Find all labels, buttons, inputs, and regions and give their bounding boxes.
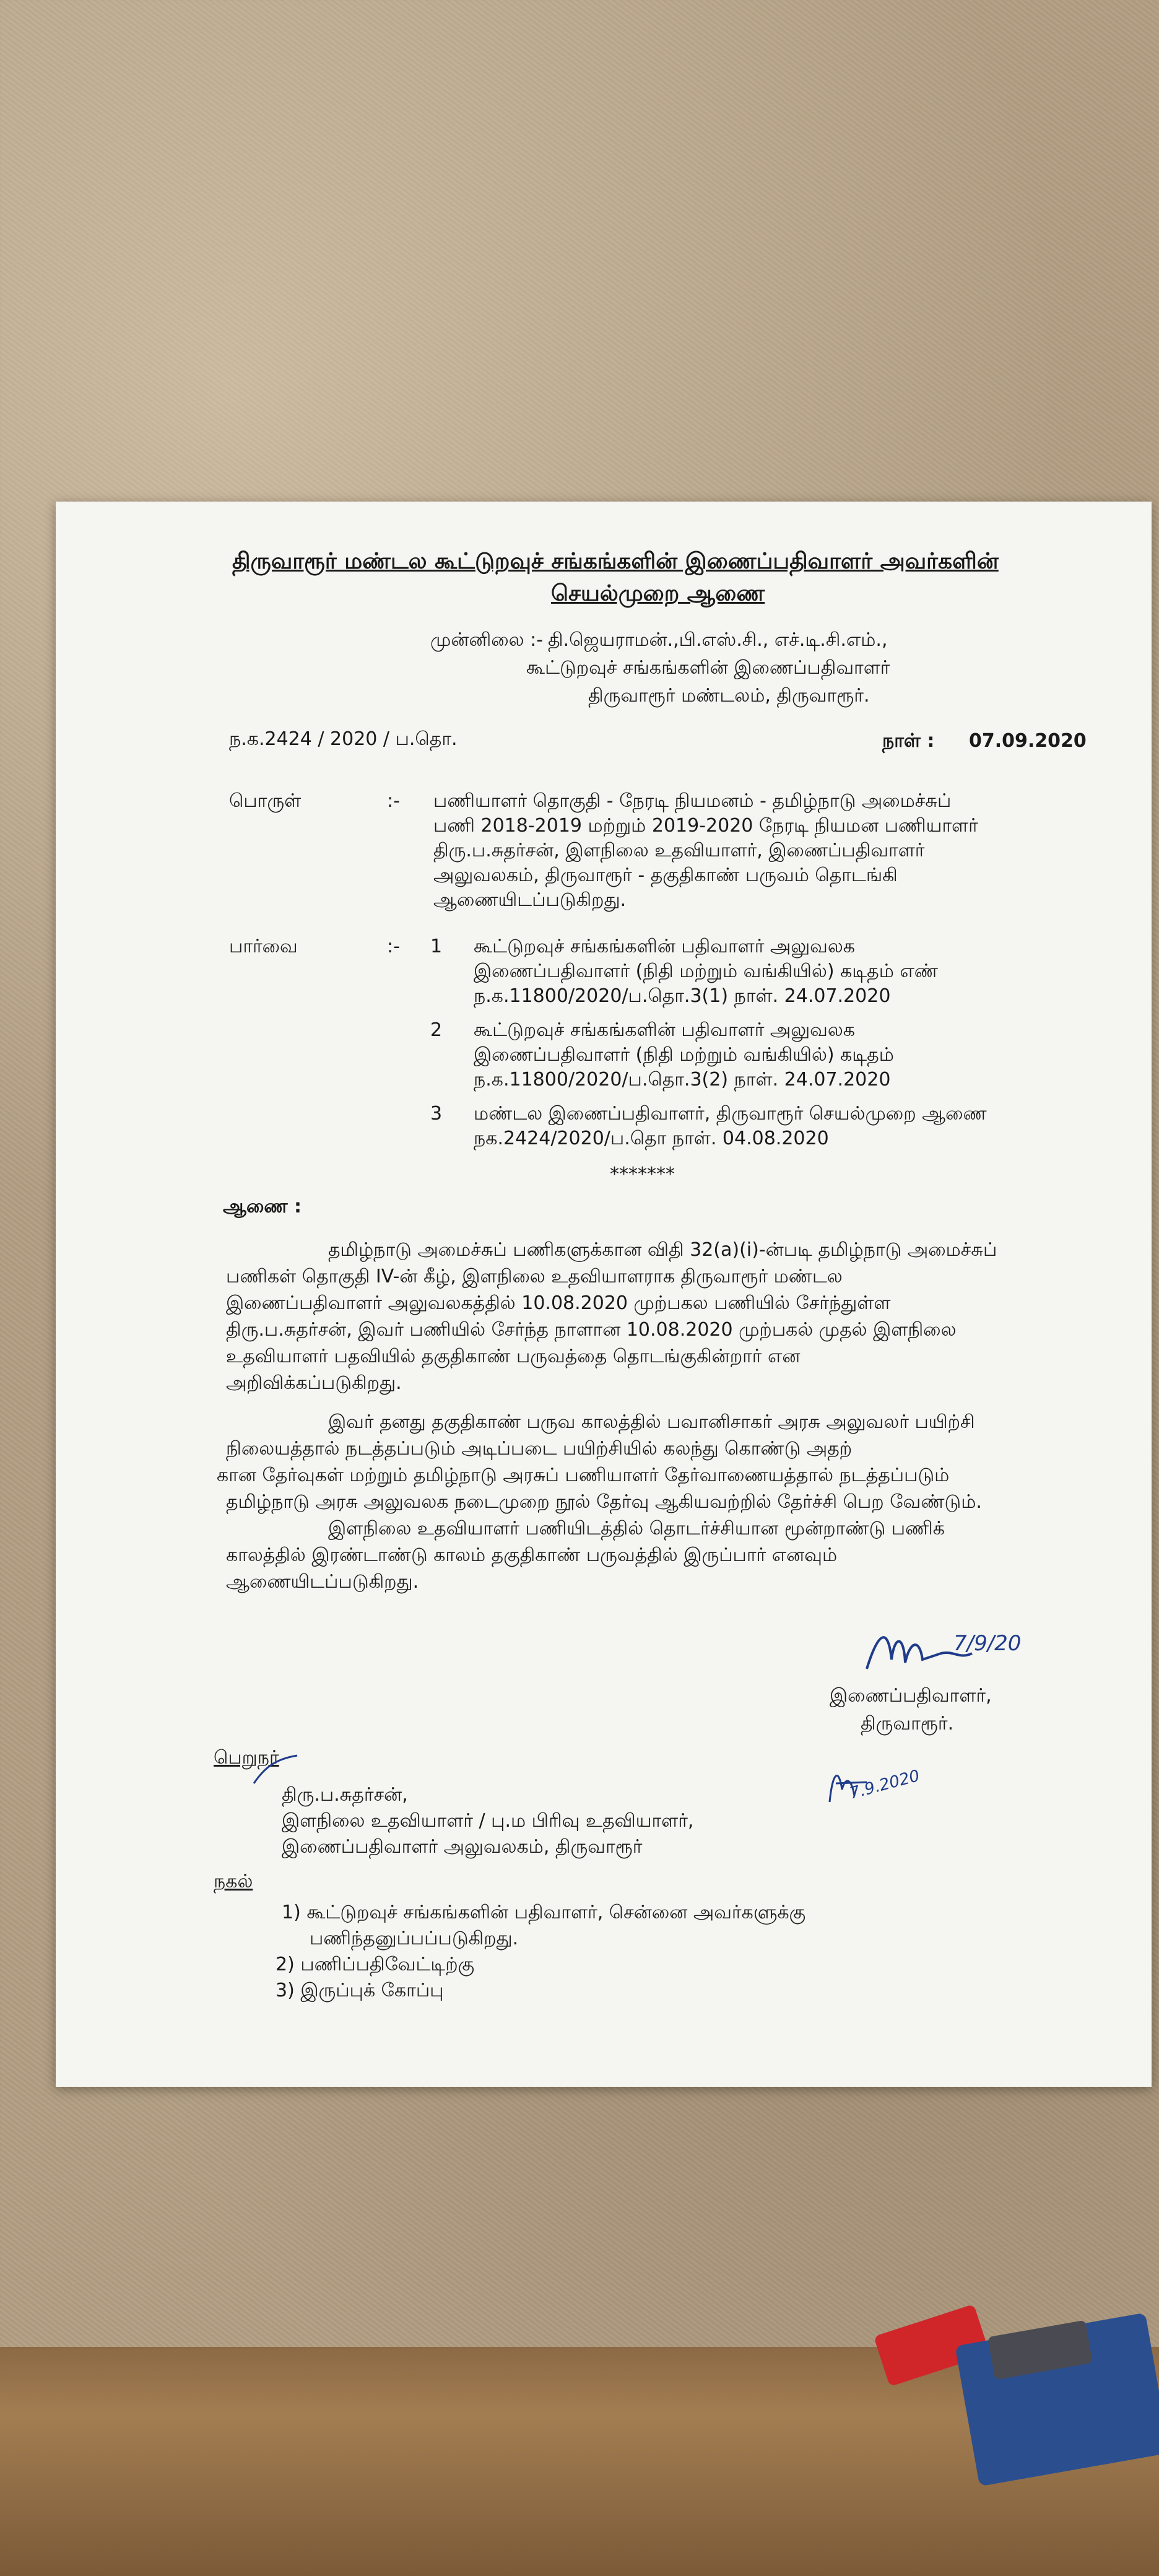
date-value: 07.09.2020 [969, 730, 1087, 752]
presence-name: தி.ஜெயராமன்.,பி.எஸ்.சி., எச்.டி.சி.எம்., [548, 629, 888, 651]
subject-line: அலுவலகம், திருவாரூர் - தகுதிகாண் பருவம் தொடங்கி [433, 864, 898, 886]
recipient-line: திரு.ப.சுதர்சன், [282, 1784, 408, 1806]
copy-item: 2) பணிப்பதிவேட்டிற்கு [276, 1954, 475, 1975]
subject-line: திரு.ப.சுதர்சன், இளநிலை உதவியாளர், இணைப்பதிவாளர் [433, 840, 925, 861]
reference-line: மண்டல இணைப்பதிவாளர், திருவாரூர் செயல்முறை ஆணை [474, 1103, 987, 1125]
copy-item: 1) கூட்டுறவுச் சங்கங்களின் பதிவாளர், சென்னை அவர்களுக்கு [282, 1902, 806, 1923]
reference-number-3: 3 [430, 1103, 443, 1125]
copy-item: 3) இருப்புக் கோப்பு [276, 1980, 444, 2001]
subject-colon: :- [387, 790, 400, 812]
reference-line: கூட்டுறவுச் சங்கங்களின் பதிவாளர் அலுவலக [474, 1019, 855, 1041]
order-line: பணிகள் தொகுதி IV-ன் கீழ், இளநிலை உதவியாளராக திருவாரூர் மண்டல [226, 1266, 843, 1287]
presence-designation: கூட்டுறவுச் சங்கங்களின் இணைப்பதிவாளர் [526, 657, 890, 679]
order-line: இளநிலை உதவியாளர் பணியிடத்தில் தொடர்ச்சியான மூன்றாண்டு பணிக் [328, 1518, 945, 1539]
order-line: இவர் தனது தகுதிகாண் பருவ காலத்தில் பவானிசாகர் அரசு அலுவலர் பயிற்சி [328, 1411, 975, 1433]
subject-line: ஆணையிடப்படுகிறது. [433, 889, 627, 911]
reference-line: ந.க.11800/2020/ப.தொ.3(2) நாள். 24.07.2020 [474, 1069, 891, 1090]
reference-line: இணைப்பதிவாளர் (நிதி மற்றும் வங்கியில்) கடிதம் எண் [474, 960, 938, 982]
reference-line: நக.2424/2020/ப.தொ நாள். 04.08.2020 [474, 1128, 829, 1149]
recipient-line: இளநிலை உதவியாளர் / பு.ம பிரிவு உதவியாளர், [282, 1810, 694, 1832]
order-line: தமிழ்நாடு அமைச்சுப் பணிகளுக்கான விதி 32(a)(i)-ன்படி தமிழ்நாடு அமைச்சுப் [328, 1239, 997, 1261]
references-label: பார்வை [229, 936, 298, 957]
references-colon: :- [387, 936, 400, 957]
copy-item: பணிந்தனுப்பப்படுகிறது. [310, 1928, 519, 1949]
order-label: ஆணை : [223, 1196, 302, 1217]
order-line: திரு.ப.சுதர்சன், இவர் பணியில் சேர்ந்த நாளான 10.08.2020 முற்பகல் முதல் இளநிலை [226, 1319, 957, 1341]
initials [817, 1752, 966, 1814]
recipient-label: பெறுநர் [214, 1747, 279, 1769]
order-line: கான தேர்வுகள் மற்றும் தமிழ்நாடு அரசுப் பணியாளர் தேர்வாணையத்தால் நடத்தப்படும் [217, 1464, 950, 1486]
order-line: அறிவிக்கப்படுகிறது. [226, 1372, 402, 1394]
initials-date: 7.9.2020 [848, 1766, 922, 1803]
separator: ******* [610, 1164, 675, 1185]
document-title-line2: செயல்முறை ஆணை [551, 581, 765, 606]
document-title-line1: திருவாரூர் மண்டல கூட்டுறவுச் சங்கங்களின் இணைப்பதிவாளர் அவர்களின் [232, 549, 999, 574]
reference-number-1: 1 [430, 936, 443, 957]
subject-line: பணியாளர் தொகுதி - நேரடி நியமனம் - தமிழ்நாடு அமைச்சுப் [433, 790, 952, 812]
recipient-line: இணைப்பதிவாளர் அலுவலகம், திருவாரூர் [282, 1836, 643, 1858]
order-line: ஆணையிடப்படுகிறது. [226, 1571, 419, 1593]
reference-number-2: 2 [430, 1019, 443, 1041]
presence-label: முன்னிலை :- [430, 629, 544, 651]
reference-line: ந.க.11800/2020/ப.தொ.3(1) நாள். 24.07.2020 [474, 985, 891, 1007]
reference-line: இணைப்பதிவாளர் (நிதி மற்றும் வங்கியில்) கடிதம் [474, 1044, 894, 1066]
order-line: காலத்தில் இரண்டாண்டு காலம் தகுதிகாண் பருவத்தில் இருப்பார் எனவும் [226, 1544, 838, 1566]
reference-line: கூட்டுறவுச் சங்கங்களின் பதிவாளர் அலுவலக [474, 936, 855, 957]
reference-number: ந.க.2424 / 2020 / ப.தொ. [229, 728, 458, 750]
signatory-place: திருவாரூர். [861, 1713, 954, 1734]
order-line: இணைப்பதிவாளர் அலுவலகத்தில் 10.08.2020 முற்பகல பணியில் சேர்ந்துள்ள [226, 1292, 891, 1314]
date-label: நாள் : [882, 730, 935, 752]
order-line: உதவியாளர் பதவியில் தகுதிகாண் பருவத்தை தொடங்குகின்றார் என [226, 1346, 801, 1367]
copy-label: நகல் [214, 1871, 253, 1892]
subject-label: பொருள் [229, 790, 302, 812]
signature-date: 7/9/20 [953, 1631, 1022, 1656]
order-line: தமிழ்நாடு அரசு அலுவலக நடைமுறை நூல் தேர்வு ஆகியவற்றில் தேர்ச்சி பெற வேண்டும். [226, 1491, 982, 1513]
document-page [56, 502, 1152, 2087]
signature [861, 1616, 1028, 1684]
signatory-title: இணைப்பதிவாளர், [830, 1685, 992, 1707]
presence-place: திருவாரூர் மண்டலம், திருவாரூர். [588, 685, 870, 707]
order-line: நிலையத்தால் நடத்தப்படும் அடிப்படை பயிற்சியில் கலந்து கொண்டு அதற் [226, 1438, 853, 1460]
subject-line: பணி 2018-2019 மற்றும் 2019-2020 நேரடி நியமன பணியாளர் [433, 815, 978, 837]
